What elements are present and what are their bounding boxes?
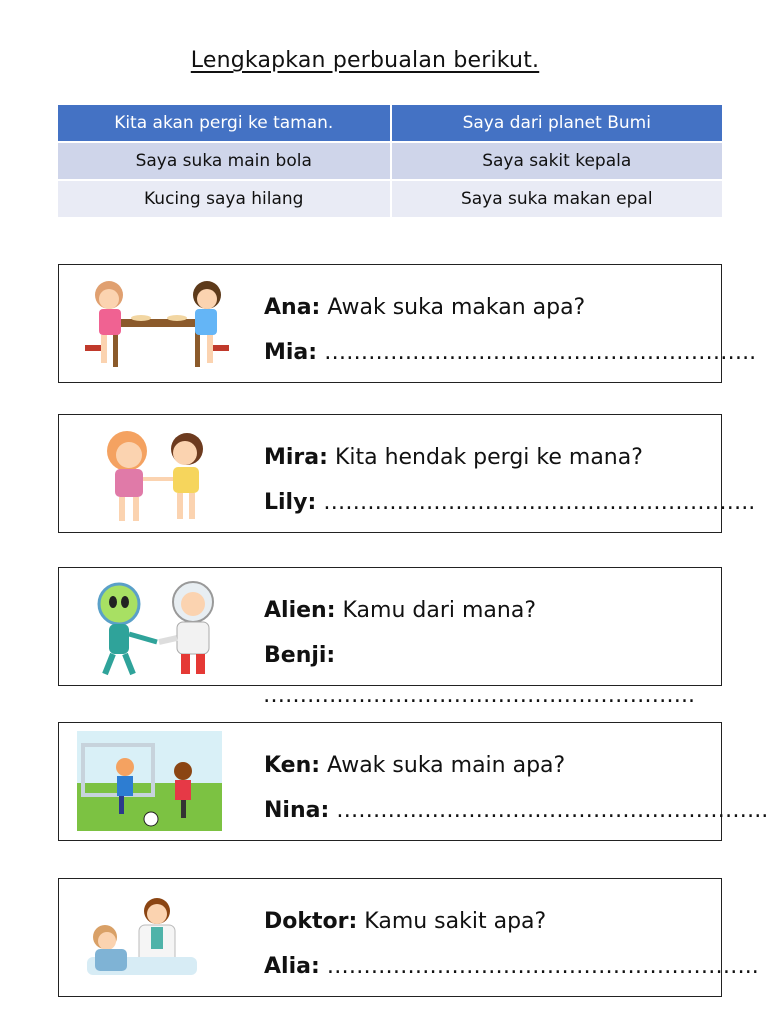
dialogue-text: Awak suka makan apa? (327, 295, 586, 320)
table-row (58, 180, 723, 218)
speaker-name: Ana: (264, 295, 321, 320)
speaker-name: Alien: (264, 598, 336, 623)
dialogue-line-2 (264, 798, 768, 823)
speaker-name: Alia: (264, 954, 320, 979)
dialogue-text: Kita hendak pergi ke mana? (334, 445, 643, 470)
kids-playing-football-illustration (77, 731, 237, 833)
table-cell: Saya suka main bola (58, 142, 391, 180)
answer-blank: ………………………………………………….. (323, 490, 756, 515)
page-title: Lengkapkan perbualan berikut. (190, 48, 540, 73)
answer-blank: ………………………………………………….. (263, 683, 695, 708)
answer-blank: ………………………………………………….. (326, 954, 759, 979)
table-cell: Kita akan pergi ke taman. (58, 105, 391, 142)
dialogue-card-1 (58, 264, 757, 383)
table-cell: Kucing saya hilang (58, 180, 391, 218)
dialogue-text: Kamu dari mana? (342, 598, 536, 623)
dialogue-card-4 (58, 722, 768, 841)
table-cell: Saya suka makan epal (391, 180, 724, 218)
table-row (58, 142, 723, 180)
dialogue-text: Awak suka main apa? (327, 753, 566, 778)
speaker-name: Nina: (264, 798, 330, 823)
dialogue-line-1 (264, 445, 643, 470)
table-cell: Saya sakit kepala (391, 142, 724, 180)
word-bank-table (58, 105, 724, 219)
dialogue-line-2 (264, 340, 756, 365)
dialogue-card-5 (58, 878, 759, 997)
speaker-name: Doktor: (264, 909, 358, 934)
answer-blank: ………………………………………………….. (324, 340, 757, 365)
speaker-name: Lily: (264, 490, 317, 515)
dialogue-line-1 (264, 295, 585, 320)
speaker-name: Benji: (264, 643, 336, 668)
speaker-name: Mia: (264, 340, 318, 365)
table-row (58, 105, 723, 142)
speaker-name: Mira: (264, 445, 328, 470)
dialogue-line-2 (264, 954, 759, 979)
table-cell: Saya dari planet Bumi (391, 105, 724, 142)
dialogue-line-1 (264, 598, 536, 623)
girls-eating-at-table-illustration (77, 273, 237, 375)
dialogue-card-3 (58, 567, 722, 686)
dialogue-line-1 (264, 753, 565, 778)
speaker-name: Ken: (264, 753, 321, 778)
dialogue-text: Kamu sakit apa? (364, 909, 547, 934)
dialogue-line-2 (264, 490, 755, 515)
answer-blank: ………………………………………………….. (336, 798, 768, 823)
doctor-and-patient-illustration (77, 887, 237, 989)
alien-and-astronaut-illustration (77, 576, 237, 678)
dialogue-line-1 (264, 909, 546, 934)
dialogue-line-2 (264, 643, 335, 668)
girls-walking-illustration (77, 423, 237, 525)
dialogue-card-2 (58, 414, 756, 533)
